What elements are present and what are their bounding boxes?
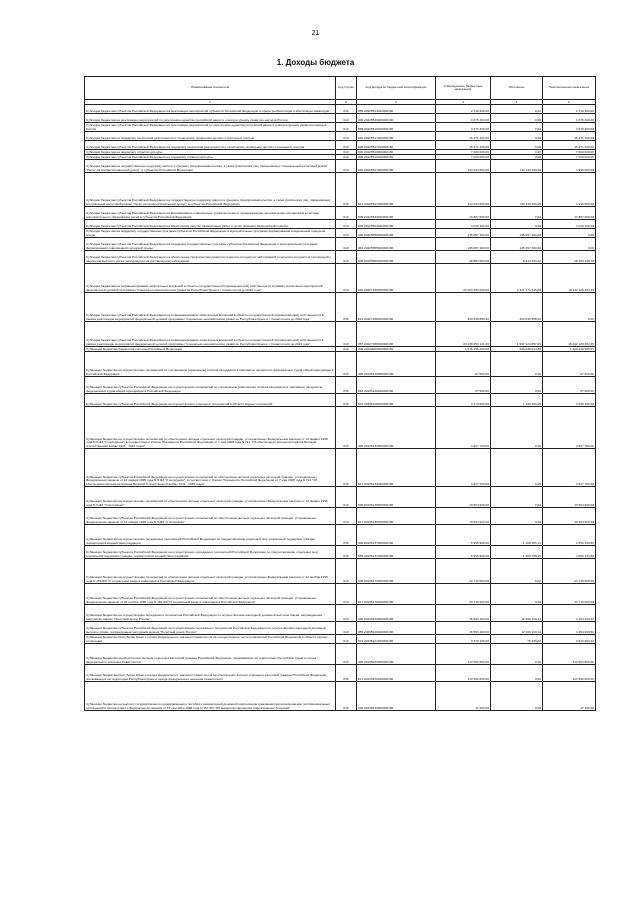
cell-executed: 0,00: [491, 377, 543, 394]
cell-approved: 16 563 400,00: [436, 605, 491, 622]
cell-indicator-name: Субсидии бюджетам на поддержку отрасли культуры: [85, 150, 336, 155]
cell-executed: 1 139 300,00: [491, 394, 543, 407]
cell-approved: 4 627 700,00: [436, 449, 491, 487]
cell-line-code: 010: [336, 207, 357, 220]
cell-line-code: 010: [336, 644, 357, 665]
cell-income-code: 000 20225555000000150: [357, 229, 436, 238]
cell-unexecuted: 7 000 000,00: [543, 150, 596, 155]
cell-line-code: 010: [336, 220, 357, 229]
cell-indicator-name: Субвенции бюджетам субъектов Российской Федерации на осуществление отдельных полномочий в области водных отношений: [85, 394, 336, 407]
cell-income-code: 000 20225516000000150: [357, 114, 436, 123]
cell-indicator-name: Субвенции бюджетам Республики Крым и города федерального значения Севастополя на обеспечение жильем отдельных категорий граждан Российской Федерации, проживающих на территории Республики Крым и города федерального значения Севастополя: [85, 665, 336, 682]
cell-indicator-name: Субсидии бюджетам на софинансирование капитальных вложений в объекты государственной (муниципальной) собственности в рамках реализации мероприятий федеральной целевой программы "Социально-экономическое развитие Республики Крым и г. Севастополя до 2024 года": [85, 264, 336, 293]
table-row: [85, 105, 596, 114]
cell-unexecuted: 16 271 200,00: [543, 141, 596, 150]
cell-indicator-name: Субвенции бюджетам на осуществление переданного полномочия Российской Федерации по осуществлению ежегодной денежной выплаты лицам, награжденным нагрудным знаком "Почетный донор России": [85, 605, 336, 622]
cell-line-code: 010: [336, 160, 357, 173]
cell-approved: 324 046 858,40: [436, 293, 491, 322]
cell-approved: 1 516 455 200,00: [436, 347, 491, 352]
cell-executed: 2 321 171 715,65: [491, 264, 543, 293]
cell-approved: 20 239 253 141,60: [436, 322, 491, 347]
table-row: [85, 173, 596, 207]
cell-executed: 324 046 858,40: [491, 293, 543, 322]
cell-approved: 7 000 000,00: [436, 150, 491, 155]
cell-line-code: 010: [336, 584, 357, 605]
cell-executed: 0,00: [491, 220, 543, 229]
cell-line-code: 010: [336, 394, 357, 407]
cell-executed: 0,00: [491, 644, 543, 665]
header-executed: Исполнено: [491, 77, 543, 100]
cell-indicator-name: Субвенции бюджетам на осуществление полномочий по составлению (изменению) списков кандидатов в присяжные заседатели федеральных судов общей юрисдикции в Российской Федерации: [85, 352, 336, 377]
cell-income-code: 000 20235135000000150: [357, 487, 436, 508]
cell-approved: 16 271 200,00: [436, 141, 491, 150]
header-indicator-name: Наименование показателя: [85, 77, 336, 100]
cell-unexecuted: 7 000 000,00: [543, 155, 596, 160]
cell-indicator-name: Субсидии бюджетам субъектов Российской Федерации на софинансирование капитальных вложений в объекты государственной (муниципальной) собственности в рамках реализации мероприятий федеральной целевой программы "Социально-экономическое развитие Республики Крым и г. Севастополя до 2024 года": [85, 293, 336, 322]
budget-income-table: [84, 76, 596, 711]
cell-executed: 0,00: [491, 584, 543, 605]
cell-executed: 0,00: [491, 150, 543, 155]
cell-unexecuted: 18 242 128 284,35: [543, 322, 596, 347]
cell-income-code: 808 20225519020000150: [357, 155, 436, 160]
table-row: [85, 644, 596, 665]
cell-executed: 8 614 353,22: [491, 251, 543, 264]
cell-indicator-name: Субвенции бюджетам на осуществление полномочий по обеспечению жильем отдельных категорий граждан, установленных Федеральным законом от 12 января 1995 года N 5-ФЗ "О ветеранах": [85, 487, 336, 508]
page-title: 1. Доходы бюджета: [276, 58, 355, 67]
cell-income-code: 855 20235220020000150: [357, 622, 436, 635]
cell-approved: 36 883 500,00: [436, 251, 491, 264]
cell-executed: 110 118 300,00: [491, 173, 543, 207]
cell-indicator-name: Субсидии бюджетам на поддержку творческой деятельности и техническое оснащение детских и кукольных театров: [85, 132, 336, 141]
cell-indicator-name: Субсидии бюджетам субъектов Российской Федерации на поддержку творческой деятельности и техническое оснащение детских и кукольных театров: [85, 141, 336, 150]
cell-approved: 4 676 300,00: [436, 123, 491, 132]
table-row: [85, 584, 596, 605]
cell-unexecuted: 67 600,00: [543, 352, 596, 377]
cell-income-code: 814 20225527020000150: [357, 173, 436, 207]
table-row: [85, 605, 596, 622]
header-approved: Утвержденные бюджетные назначения: [436, 77, 491, 100]
cell-indicator-name: Субсидии бюджетам субъектов Российской Федерации на поддержку государственных программ субъектов Российской Федерации и муниципальных программ формирования современной городской среды: [85, 238, 336, 251]
cell-unexecuted: 4 026 100,00: [543, 220, 596, 229]
cell-income-code: 806 20225586020000150: [357, 251, 436, 264]
cell-unexecuted: 1 220 416 585,61: [543, 347, 596, 352]
cell-indicator-name: Субсидии бюджетам субъектов Российской Федерации на обеспечение закупки авиационных работ в целях оказания медицинской помощи: [85, 220, 336, 229]
table-row: [85, 293, 596, 322]
table-row: [85, 114, 596, 123]
table-row: [85, 132, 596, 141]
cell-approved: 2 748 400,00: [436, 105, 491, 114]
cell-unexecuted: 18 242 128 284,35: [543, 264, 596, 293]
cell-line-code: 010: [336, 635, 357, 644]
table-row: [85, 559, 596, 584]
cell-unexecuted: 28 269 146,78: [543, 251, 596, 264]
cell-income-code: 812 20227188020000150: [357, 293, 436, 322]
table-row: [85, 229, 596, 238]
cell-executed: 1 400 765,14: [491, 525, 543, 546]
table-row: [85, 141, 596, 150]
cell-approved: 5 956 900,00: [436, 525, 491, 546]
cell-income-code: 000 20225517000000150: [357, 132, 436, 141]
cell-indicator-name: Субвенции бюджетам бюджетной системы Российской Федерации: [85, 347, 336, 352]
cell-executed: 0,00: [491, 114, 543, 123]
cell-unexecuted: 13 564 900,00: [543, 487, 596, 508]
cell-income-code: 809 20225533020000150: [357, 207, 436, 220]
cell-line-code: 010: [336, 105, 357, 114]
cell-indicator-name: Субвенции бюджетам на выплату государственного единовременного пособия и ежемесячной денежной компенсации гражданам при возникновении поствакцинальных осложнений в соответствии с Федеральным законом от 17 сентября 1998 года N 157-ФЗ "Об иммунопрофилактике инфекционных болезней": [85, 682, 336, 711]
cell-unexecuted: 3 916 500,00: [543, 173, 596, 207]
cell-approved: 114 034 800,00: [436, 160, 491, 173]
cell-executed: 0,00: [491, 407, 543, 449]
cell-income-code: 000 20227188000000150: [357, 264, 436, 293]
column-number: 1: [85, 100, 336, 105]
cell-income-code: 000 20235120000000150: [357, 352, 436, 377]
cell-executed: 0,00: [491, 508, 543, 525]
cell-approved: 67 600,00: [436, 377, 491, 394]
cell-executed: 1 997 124 857,25: [491, 322, 543, 347]
header-income-code: Код дохода по бюджетной классификации: [357, 77, 436, 100]
cell-approved: 67 600,00: [436, 352, 491, 377]
cell-unexecuted: 17 300,00: [543, 682, 596, 711]
cell-unexecuted: 4 556 134,86: [543, 546, 596, 559]
table-row: [85, 487, 596, 508]
page-number: 21: [311, 30, 320, 37]
table-row: [85, 160, 596, 173]
cell-approved: 20 563 300 000,00: [436, 264, 491, 293]
cell-unexecuted: 2 748 400,00: [543, 105, 596, 114]
table-row: [85, 449, 596, 487]
cell-indicator-name: Субвенции бюджетам Республики Крым и города федерального значения Севастополя на осуществление части полномочий Российской Федерации в области лесных отношений: [85, 635, 336, 644]
cell-line-code: 010: [336, 377, 357, 394]
cell-indicator-name: Субвенции бюджетам на осуществление полномочий по обеспечению жильем отдельных категорий граждан, установленных Федеральным законом от 12 января 1995 года N 5-ФЗ "О ветеранах", в соответствии с Указом Президента Российской Федерации от 7 мая 2008 года N 714 "Об обеспечении жильем ветеранов Великой Отечественной войны 1941 - 1945 годов": [85, 407, 336, 449]
table-row: [85, 207, 596, 220]
table-row: [85, 377, 596, 394]
table-row: [85, 322, 596, 347]
cell-income-code: 000 20225527000000150: [357, 160, 436, 173]
column-number: 6: [543, 100, 596, 105]
cell-unexecuted: 4 264 299,56: [543, 622, 596, 635]
cell-indicator-name: Субвенции бюджетам субъектов Российской Федерации на осуществление полномочий по обеспечению жильем отдельных категорий граждан, установленных Федеральным законом от 24 ноября 1995 года N 181-ФЗ "О социальной защите инвалидов в Российской Федерации": [85, 584, 336, 605]
cell-line-code: 010: [336, 352, 357, 377]
cell-approved: 13 564 900,00: [436, 508, 491, 525]
cell-approved: 24 719 600,00: [436, 559, 491, 584]
cell-executed: 0,00: [491, 123, 543, 132]
table-row: [85, 264, 596, 293]
cell-line-code: 010: [336, 665, 357, 682]
cell-approved: 16 563 400,00: [436, 622, 491, 635]
cell-indicator-name: Субвенции бюджетам на осуществление переданных полномочий Российской Федерации по предоставлению отдельных мер социальной поддержки граждан, подвергшихся воздействию радиации: [85, 525, 336, 546]
cell-line-code: 010: [336, 123, 357, 132]
cell-indicator-name: Субвенции бюджетам субъектов Российской Федерации на осуществление полномочий по составлению (изменению) списков кандидатов в присяжные заседатели федеральных судов общей юрисдикции в Российской Федерации: [85, 377, 336, 394]
cell-unexecuted: 13 564 900,00: [543, 508, 596, 525]
cell-line-code: 010: [336, 407, 357, 449]
table-row: [85, 546, 596, 559]
cell-line-code: 010: [336, 155, 357, 160]
cell-income-code: 817 20235134020000150: [357, 449, 436, 487]
cell-approved: 4 174 600,00: [436, 394, 491, 407]
cell-indicator-name: Субвенции бюджетам субъектов Российской Федерации на осуществление полномочий по обеспечению жильем отдельных категорий граждан, установленных Федеральным законом от 12 января 1995 года N 5-ФЗ "О ветеранах": [85, 508, 336, 525]
cell-income-code: 000 20235176000000150: [357, 559, 436, 584]
cell-executed: 0,00: [491, 155, 543, 160]
cell-approved: 114 034 800,00: [436, 173, 491, 207]
cell-income-code: 000 20230000000000150: [357, 347, 436, 352]
cell-approved: 145 057 400,00: [436, 229, 491, 238]
table-row: [85, 220, 596, 229]
cell-indicator-name: Субсидии бюджетам субъектов Российской Федерации на реализацию мероприятий по укреплению единства российской нации и этнокультурному развитию народов России: [85, 123, 336, 132]
cell-line-code: 010: [336, 238, 357, 251]
cell-approved: 13 564 900,00: [436, 487, 491, 508]
cell-executed: 0,00: [491, 141, 543, 150]
cell-indicator-name: Субсидии бюджетам субъектов Российской Федерации на реализацию мероприятий субъектов Российской Федерации в сфере реабилитации и абилитации инвалидов: [85, 105, 336, 114]
cell-income-code: 855 20235137020000150: [357, 546, 436, 559]
cell-executed: 0,00: [491, 487, 543, 508]
cell-unexecuted: 16 271 200,00: [543, 132, 596, 141]
cell-executed: 0,00: [491, 132, 543, 141]
cell-income-code: 867 20227188020000150: [357, 322, 436, 347]
cell-unexecuted: 4 676 300,00: [543, 114, 596, 123]
cell-income-code: 863 20235120020000150: [357, 377, 436, 394]
cell-unexecuted: 24 719 600,00: [543, 584, 596, 605]
cell-approved: 7 000 000,00: [436, 155, 491, 160]
header-unexecuted: Неисполненные назначения: [543, 77, 596, 100]
cell-line-code: 010: [336, 141, 357, 150]
cell-income-code: 865 20225516020000150: [357, 123, 436, 132]
cell-approved: 113 502 800,00: [436, 644, 491, 665]
cell-line-code: 010: [336, 293, 357, 322]
cell-line-code: 010: [336, 150, 357, 155]
cell-line-code: 010: [336, 449, 357, 487]
cell-executed: 0,00: [491, 682, 543, 711]
cell-executed: 0,00: [491, 352, 543, 377]
cell-indicator-name: Субсидии бюджетам на поддержку государственных программ субъектов Российской Федерации и муниципальных программ формирования современной городской среды: [85, 229, 336, 238]
table-row: [85, 394, 596, 407]
cell-unexecuted: 13 887 600,00: [543, 207, 596, 220]
cell-executed: 145 057 400,00: [491, 238, 543, 251]
cell-indicator-name: Субвенции бюджетам на осуществление полномочий по обеспечению жильем отдельных категорий граждан, установленных Федеральным законом от 24 ноября 1995 года N 181-ФЗ "О социальной защите инвалидов в Российской Федерации": [85, 559, 336, 584]
header-line-code: Код строки: [336, 77, 357, 100]
cell-line-code: 010: [336, 605, 357, 622]
table-row: [85, 635, 596, 644]
cell-line-code: 010: [336, 132, 357, 141]
cell-approved: 5 956 900,00: [436, 546, 491, 559]
cell-unexecuted: 4 627 700,00: [543, 449, 596, 487]
cell-unexecuted: 113 502 800,00: [543, 665, 596, 682]
cell-line-code: 010: [336, 546, 357, 559]
cell-line-code: 010: [336, 264, 357, 293]
cell-approved: 113 502 800,00: [436, 665, 491, 682]
cell-line-code: 010: [336, 347, 357, 352]
cell-unexecuted: 4 556 134,86: [543, 525, 596, 546]
cell-line-code: 010: [336, 559, 357, 584]
cell-line-code: 010: [336, 525, 357, 546]
cell-income-code: 831 20235221020000150: [357, 635, 436, 644]
cell-indicator-name: Субвенции бюджетам субъектов Российской Федерации на осуществление переданного полномочия Российской Федерации по осуществлению ежегодной денежной выплаты лицам, награжденным нагрудным знаком "Почетный донор России": [85, 622, 336, 635]
cell-income-code: 000 20235137000000150: [357, 525, 436, 546]
cell-executed: 110 118 300,00: [491, 160, 543, 173]
cell-line-code: 010: [336, 322, 357, 347]
cell-line-code: 010: [336, 173, 357, 207]
cell-income-code: 855 20225514020000150: [357, 105, 436, 114]
cell-unexecuted: 24 719 600,00: [543, 559, 596, 584]
cell-unexecuted: 67 600,00: [543, 377, 596, 394]
cell-unexecuted: 113 502 800,00: [543, 644, 596, 665]
cell-indicator-name: Субсидии бюджетам субъектов Российской Федерации на государственную поддержку малого и среднего предпринимательства, а также физических лиц, применяющих специальный налоговый режим "Налог на профессиональный доход", в субъектах Российской Федерации: [85, 173, 336, 207]
cell-unexecuted: 3 035 300,00: [543, 394, 596, 407]
table-row: [85, 682, 596, 711]
column-number: 2: [336, 100, 357, 105]
cell-approved: 4 627 700,00: [436, 407, 491, 449]
cell-income-code: 831 20235128020000150: [357, 394, 436, 407]
cell-income-code: 000 20235240000000150: [357, 682, 436, 711]
cell-executed: 0,00: [491, 207, 543, 220]
cell-income-code: 808 20225517020000150: [357, 141, 436, 150]
cell-executed: 12 299 100,44: [491, 605, 543, 622]
cell-approved: 145 057 400,00: [436, 238, 491, 251]
cell-line-code: 010: [336, 682, 357, 711]
cell-executed: 76 139,80: [491, 635, 543, 644]
cell-line-code: 010: [336, 114, 357, 123]
cell-approved: 4 676 300,00: [436, 114, 491, 123]
table-row: [85, 238, 596, 251]
table-row: [85, 123, 596, 132]
cell-executed: 12 299 100,44: [491, 622, 543, 635]
cell-approved: 13 887 600,00: [436, 207, 491, 220]
cell-indicator-name: Субсидии бюджетам субъектов Российской Федерации на софинансирование капитальных вложений в объекты государственной (муниципальной) собственности в рамках реализации мероприятий федеральной целевой программы "Социально-экономическое развитие Республики Крым и г. Севастополя до 2024 года": [85, 322, 336, 347]
cell-executed: 0,00: [491, 105, 543, 114]
cell-unexecuted: 3 916 500,00: [543, 160, 596, 173]
table-row: [85, 508, 596, 525]
cell-income-code: 000 20235222000000150: [357, 644, 436, 665]
cell-line-code: 010: [336, 229, 357, 238]
cell-executed: 1 400 765,14: [491, 546, 543, 559]
cell-income-code: 000 20225519000000150: [357, 150, 436, 155]
table-body: [85, 105, 596, 711]
cell-approved: 17 300,00: [436, 682, 491, 711]
cell-unexecuted: 4 264 299,56: [543, 605, 596, 622]
table-row: [85, 352, 596, 377]
table-row: [85, 622, 596, 635]
cell-unexecuted: 4 627 700,00: [543, 407, 596, 449]
cell-indicator-name: Субвенции бюджетам на обеспечение жильем отдельных категорий граждан Российской Федерации, проживающих на территориях Республики Крым и города федерального значения Севастополя: [85, 644, 336, 665]
cell-line-code: 010: [336, 251, 357, 264]
cell-executed: 0,00: [491, 449, 543, 487]
cell-executed: 145 057 400,00: [491, 229, 543, 238]
cell-income-code: 817 20235135020000150: [357, 508, 436, 525]
table-row: [85, 407, 596, 449]
cell-income-code: 817 20235222020000150: [357, 665, 436, 682]
cell-approved: 16 271 200,00: [436, 132, 491, 141]
cell-unexecuted: 3 643 960,20: [543, 635, 596, 644]
cell-income-code: 817 20235176020000150: [357, 584, 436, 605]
cell-indicator-name: Субвенции бюджетам субъектов Российской Федерации на осуществление переданных полномочий Российской Федерации по предоставлению отдельных мер социальной поддержки граждан, подвергшихся воздействию радиации: [85, 546, 336, 559]
cell-line-code: 010: [336, 508, 357, 525]
cell-indicator-name: Субсидии бюджетам на реализацию мероприятий по укреплению единства российской нации и этнокультурному развитию народов России: [85, 114, 336, 123]
cell-income-code: 842 20225555020000150: [357, 238, 436, 251]
cell-line-code: 010: [336, 622, 357, 635]
cell-income-code: 000 20235134000000150: [357, 407, 436, 449]
cell-indicator-name: Субвенции бюджетам субъектов Российской Федерации на осуществление полномочий по обеспечению жильем отдельных категорий граждан, установленных Федеральным законом от 12 января 1995 года N 5-ФЗ "О ветеранах", в соответствии с Указом Президента Российской Федерации от 7 мая 2008 года N 714 "Об обеспечении жильем ветеранов Великой Отечественной войны 1941 - 1945 годов": [85, 449, 336, 487]
cell-line-code: 010: [336, 487, 357, 508]
cell-income-code: 000 20235220000000150: [357, 605, 436, 622]
column-number: 5: [491, 100, 543, 105]
cell-executed: 296 038 614,39: [491, 347, 543, 352]
column-number: 4: [436, 100, 491, 105]
cell-unexecuted: 0,00: [543, 238, 596, 251]
cell-executed: 0,00: [491, 665, 543, 682]
table-row: [85, 665, 596, 682]
cell-indicator-name: Субсидии бюджетам субъектов Российской Федерации на формирование современных управленческих и организационно-экономических механизмов в системе дополнительного образования детей в субъектах Российской Федерации: [85, 207, 336, 220]
cell-executed: 0,00: [491, 559, 543, 584]
cell-unexecuted: 0,00: [543, 293, 596, 322]
cell-unexecuted: 0,00: [543, 229, 596, 238]
table-header-row: [85, 77, 596, 100]
cell-unexecuted: 4 676 300,00: [543, 123, 596, 132]
cell-indicator-name: Субсидии бюджетам субъектов Российской Федерации на поддержку отрасли культуры: [85, 155, 336, 160]
column-number: 3: [357, 100, 436, 105]
cell-approved: 4 026 100,00: [436, 220, 491, 229]
table-row: [85, 251, 596, 264]
cell-indicator-name: Субсидии бюджетам субъектов Российской Федерации на обеспечение профилактики развития сердечно-сосудистых заболеваний и сердечно-сосудистых осложнений у пациентов высокого риска, находящихся на диспансерном наблюдении: [85, 251, 336, 264]
cell-approved: 3 720 100,00: [436, 635, 491, 644]
table-row: [85, 525, 596, 546]
cell-income-code: 806 20225554020000150: [357, 220, 436, 229]
cell-indicator-name: Субсидии бюджетам на государственную поддержку малого и среднего предпринимательства, а также физических лиц, применяющих специальный налоговый режим "Налог на профессиональный доход", в субъектах Российской Федерации: [85, 160, 336, 173]
cell-approved: 24 719 600,00: [436, 584, 491, 605]
